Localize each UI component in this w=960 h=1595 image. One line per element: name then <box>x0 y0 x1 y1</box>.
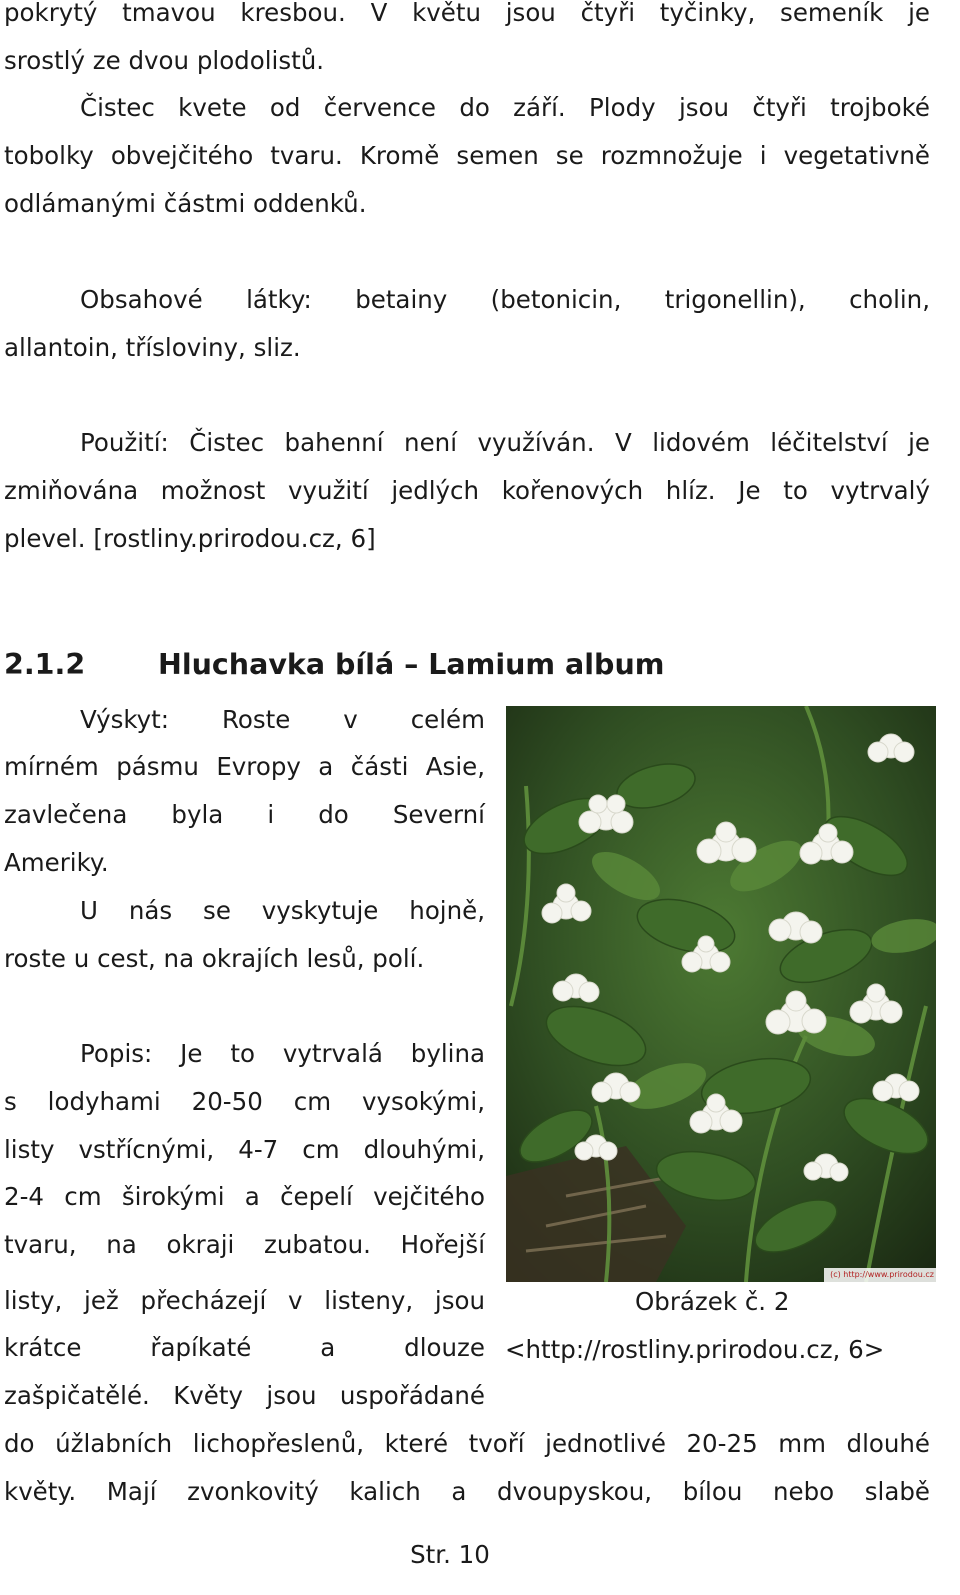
text-line: tobolky obvejčitého tvaru. Kromě semen se rozmnožuje i vegetativně <box>4 141 930 170</box>
section-title: Hluchavka bílá – Lamium album <box>158 648 665 681</box>
text-line: mírném pásmu Evropy a části Asie, <box>4 752 485 781</box>
text-line: listy vstřícnými, 4-7 cm dlouhými, <box>4 1135 485 1164</box>
text-line: pokrytý tmavou kresbou. V květu jsou čtyři tyčinky, semeník je <box>4 0 930 27</box>
text-line: do úžlabních lichopřeslenů, které tvoří jednotlivé 20-25 mm dlouhé <box>4 1429 930 1458</box>
text-line: zavlečena byla i do Severní <box>4 800 485 829</box>
figure-caption-source: <http://rostliny.prirodou.cz, 6> <box>505 1335 885 1364</box>
text-line: Obsahové látky: betainy (betonicin, trigonellin), cholin, <box>80 285 930 314</box>
text-line: tvaru, na okraji zubatou. Hořejší <box>4 1230 485 1259</box>
page-number: Str. 10 <box>410 1540 490 1569</box>
text-line: Ameriky. <box>4 848 109 877</box>
text-line: roste u cest, na okrajích lesů, polí. <box>4 944 425 973</box>
photo-watermark: (c) http://www.prirodou.cz <box>830 1270 934 1279</box>
text-line: allantoin, třísloviny, sliz. <box>4 333 301 362</box>
text-line: odlámanými částmi oddenků. <box>4 189 367 218</box>
text-line: plevel. [rostliny.prirodou.cz, 6] <box>4 524 376 553</box>
section-number: 2.1.2 <box>4 648 86 681</box>
text-line: krátce řapíkaté a dlouze <box>4 1333 485 1362</box>
text-line: srostlý ze dvou plodolistů. <box>4 46 325 75</box>
text-line: květy. Mají zvonkovitý kalich a dvoupyskou, bílou nebo slabě <box>4 1477 930 1506</box>
text-line: s lodyhami 20-50 cm vysokými, <box>4 1087 485 1116</box>
text-line: listy, jež přecházejí v listeny, jsou <box>4 1286 485 1315</box>
text-line: Čistec kvete od července do září. Plody jsou čtyři trojboké <box>80 93 930 122</box>
section-heading <box>4 641 664 689</box>
plant-photo <box>506 706 936 1282</box>
text-line: zašpičatělé. Květy jsou uspořádané <box>4 1381 485 1410</box>
text-line: U nás se vyskytuje hojně, <box>80 896 485 925</box>
text-line: zmiňována možnost využití jedlých kořenových hlíz. Je to vytrvalý <box>4 476 930 505</box>
text-line: 2-4 cm širokými a čepelí vejčitého <box>4 1182 485 1211</box>
figure-caption-title: Obrázek č. 2 <box>635 1287 790 1316</box>
text-line: Výskyt: Roste v celém <box>80 705 485 734</box>
text-line: Popis: Je to vytrvalá bylina <box>80 1039 485 1068</box>
text-line: Použití: Čistec bahenní není využíván. V lidovém léčitelství je <box>80 428 930 457</box>
plant-photo-illustration <box>506 706 936 1282</box>
